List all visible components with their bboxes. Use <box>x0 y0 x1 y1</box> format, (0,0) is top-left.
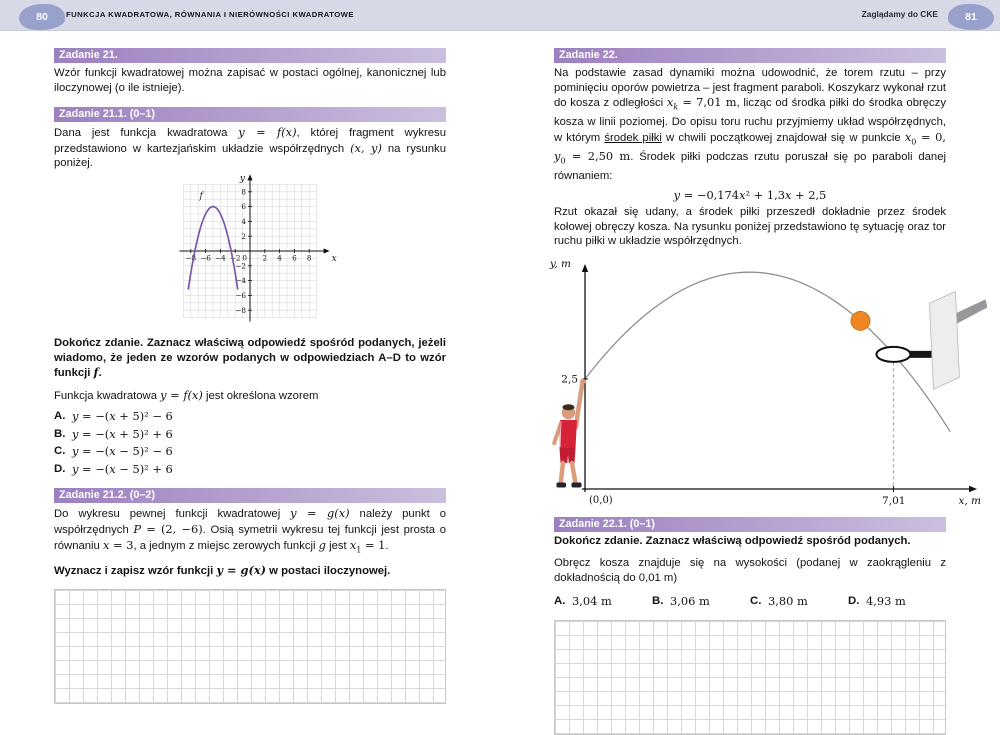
figure-label: −6 <box>200 253 211 263</box>
figure-label: (0,0) <box>589 494 613 506</box>
figure-label: 4 <box>241 216 246 226</box>
option-letter: A. <box>54 410 66 423</box>
x-axis-arrow <box>969 485 977 491</box>
task-21-1-stem: Funkcja kwadratowa y = f(x) jest określona wzorem <box>54 387 319 402</box>
option-letter: C. <box>54 445 66 458</box>
option-value: 3,06 m <box>670 594 710 609</box>
option-a[interactable] <box>554 593 652 610</box>
option-letter: D. <box>848 595 860 608</box>
option-a[interactable] <box>54 408 446 426</box>
option-value: 3,04 m <box>572 594 612 609</box>
figure-trajectory-wrap <box>547 251 981 514</box>
section-label: Zaglądamy do CKE <box>861 9 938 19</box>
player-shorts <box>560 448 576 463</box>
option-formula: y = −(x − 5)² − 6 <box>72 444 173 459</box>
task-21-header: Zadanie 21. <box>54 48 446 63</box>
figure-label: 6 <box>241 202 246 212</box>
task-21-2-header: Zadanie 21.2. (0–2) <box>54 488 446 503</box>
x-axis-arrow <box>324 248 330 253</box>
option-letter: B. <box>652 595 664 608</box>
right-page-column <box>549 48 981 735</box>
task-22-intro: Na podstawie zasad dynamiki można udowodnić, że torem rzutu – przy pominięciu oporów powietrza – jest fragment paraboli. Koszykarz wykonał rzut do kosza z odległości $x_k = 7,01$ m, licząc od środka piłki do środka obręczy kosza w linii poziomej. Do opisu toru ruchu przyjmiemy układ współrzędnych, w którym środek piłki w chwili początkowej znajdował się w punkcie $x_0 = 0$, $y_0 = 2,50$ m. Środek piłki podczas rzutu poruszał się po paraboli danej równaniem: <box>554 67 947 183</box>
option-formula: y = −(x + 5)² + 6 <box>72 426 173 441</box>
figure-label: 2 <box>262 253 268 263</box>
option-d[interactable] <box>848 593 946 610</box>
figure-label: −8 <box>235 305 246 315</box>
option-letter: D. <box>54 462 66 475</box>
figure-quadratic-graph-wrap <box>54 173 446 332</box>
task-22-1-header: Zadanie 22.1. (0–1) <box>554 517 946 532</box>
option-c[interactable] <box>54 443 446 461</box>
figure-label: −6 <box>235 290 246 300</box>
figure-label: f <box>199 191 203 202</box>
y-axis-arrow <box>247 174 252 180</box>
player-left-hand <box>552 440 556 444</box>
answer-grid-right <box>554 620 946 735</box>
trajectory-equation: y = −0,174x² + 1,3x + 2,5 <box>673 187 827 202</box>
figure-label: 8 <box>306 253 312 263</box>
trajectory-canvas <box>549 258 987 507</box>
page-number-badge-left: 80 <box>19 4 65 30</box>
basketball <box>851 311 870 330</box>
figure-label: 2,5 <box>561 373 578 386</box>
task-22-1-options <box>554 593 946 610</box>
page-number-badge-right: 81 <box>948 4 994 30</box>
option-formula: y = −(x + 5)² − 6 <box>72 409 173 424</box>
player-hand <box>580 378 586 384</box>
task-21-1-options <box>54 408 446 478</box>
task-22-1-instruction: Dokończ zdanie. Zaznacz właściwą odpowiedź spośród podanych. <box>554 534 911 547</box>
figure-label: x, m <box>958 494 981 507</box>
option-value: 3,80 m <box>768 594 808 609</box>
figure-label: −2 <box>229 253 241 263</box>
figure-label: 7,01 <box>882 494 906 507</box>
basketball-trajectory-figure <box>547 251 987 509</box>
quadratic-function-graph <box>150 173 350 327</box>
option-formula: y = −(x − 5)² + 6 <box>72 461 173 476</box>
backboard-arm <box>955 299 987 323</box>
backboard <box>929 291 959 389</box>
page-header-band <box>0 0 1000 31</box>
chapter-title: FUNKCJA KWADRATOWA, RÓWNANIA I NIERÓWNOŚCI KWADRATOWE <box>66 10 354 19</box>
option-letter: B. <box>54 427 66 440</box>
left-page-column <box>54 48 446 704</box>
figure-label: y <box>239 173 245 184</box>
player-shoe-left <box>557 482 567 487</box>
figure-label: 0 <box>242 253 247 263</box>
task-22-header: Zadanie 22. <box>554 48 946 63</box>
option-value: 4,93 m <box>866 594 906 609</box>
task-21-1-instruction: Dokończ zdanie. Zaznacz właściwą odpowiedź spośród podanych, jeżeli wiadomo, że jeden ze wzorów podanych w odpowiedziach A–D to wzór funkcji f. <box>54 336 446 380</box>
task-22-1-stem: Obręcz kosza znajduje się na wysokości (podanej w zaokrągleniu z dokładnością do 0,01 m) <box>554 557 946 584</box>
figure-label: −4 <box>215 253 226 263</box>
player-hair <box>563 404 575 410</box>
graph-canvas <box>179 174 336 322</box>
task-21-1-header: Zadanie 21.1. (0–1) <box>54 107 446 122</box>
figure-label: −4 <box>235 276 246 286</box>
figure-label: x <box>331 253 337 264</box>
option-c[interactable] <box>750 593 848 610</box>
figure-label: y, m <box>549 257 571 270</box>
task-21-text: Wzór funkcji kwadratowej można zapisać w postaci ogólnej, kanonicznej lub iloczynowej (o ile istnieje). <box>54 67 446 94</box>
task-21-2-instruction: Wyznacz i zapisz wzór funkcji y = g(x) w postaci iloczynowej. <box>54 563 391 578</box>
figure-label: 8 <box>241 187 246 197</box>
task-21-2-text: Do wykresu pewnej funkcji kwadratowej y = g(x) należy punkt o współrzędnych P = (2, −6). Osią symetrii wykresu tej funkcji jest prosta o równaniu x = 3, a jednym z miejsc zerowych funkcji g jest $x_1 = 1$. <box>54 506 446 554</box>
figure-label: 4 <box>277 253 282 263</box>
task-22-text-2: Rzut okazał się udany, a środek piłki przeszedł dokładnie przez środek kołowej obręczy kosza. Na rysunku poniżej przedstawiono tę sytuację oraz tor ruchu piłki w układzie współrzędnych. <box>554 205 946 248</box>
figure-label: 6 <box>292 253 297 263</box>
player-shoe-right <box>572 482 582 487</box>
player-right-leg <box>572 463 575 482</box>
player-jersey <box>560 420 578 448</box>
figure-label: −8 <box>185 253 197 263</box>
option-letter: C. <box>750 595 762 608</box>
basketball-player-illustration <box>552 378 586 487</box>
option-letter: A. <box>554 595 566 608</box>
basket-rim <box>876 347 910 362</box>
option-b[interactable] <box>652 593 750 610</box>
task-21-1-intro: Dana jest funkcja kwadratowa y = f(x), której fragment wykresu przedstawiono w kartezjańskim układzie współrzędnych (x, y) na rysunku poniżej. <box>54 125 446 170</box>
figure-label: 2 <box>241 231 246 241</box>
option-b[interactable] <box>54 426 446 444</box>
figure-label: −2 <box>235 261 246 271</box>
player-left-leg <box>561 463 563 482</box>
y-axis-arrow <box>582 264 588 272</box>
answer-grid-left <box>54 589 446 704</box>
option-d[interactable] <box>54 461 446 479</box>
